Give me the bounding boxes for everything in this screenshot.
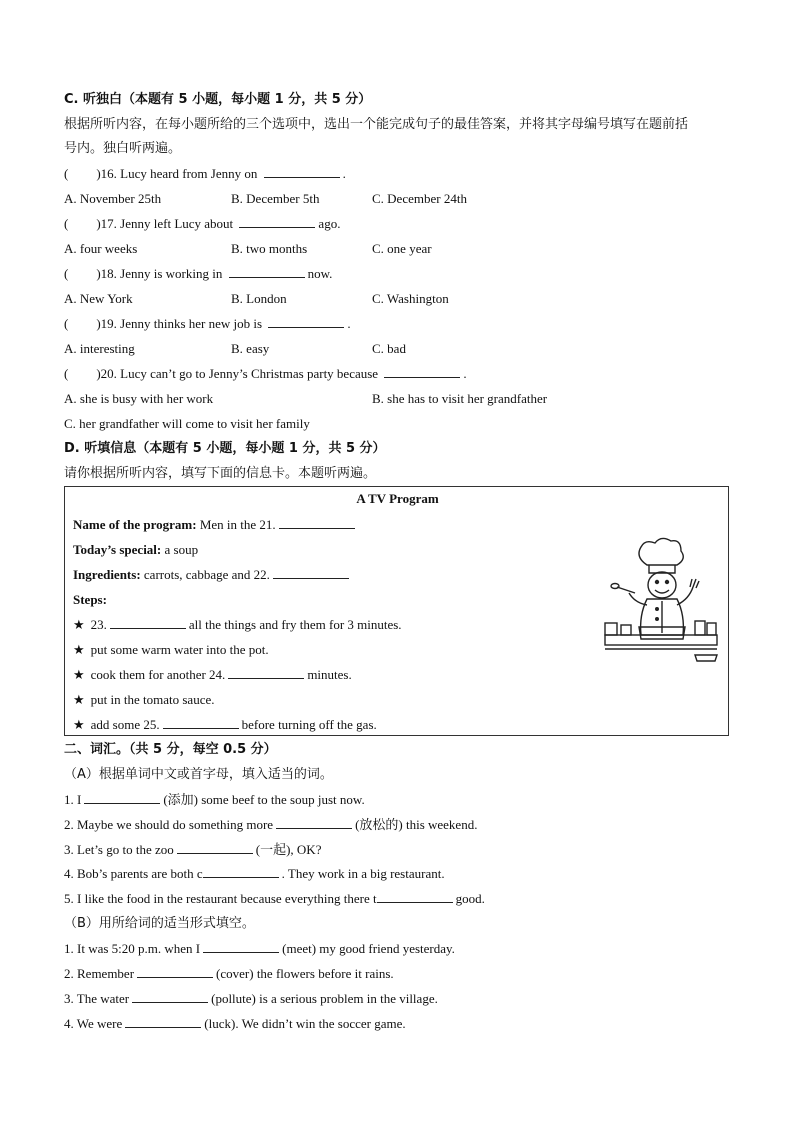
q18-option-a: A. New York bbox=[64, 291, 133, 306]
part2-sub-a: （A）根据单词中文或首字母，填入适当的词。 bbox=[64, 767, 333, 782]
vocab-a-1: 1. I (添加) some beef to the soup just now. bbox=[64, 792, 365, 807]
section-c-instruction-2: 号内。独白听两遍。 bbox=[64, 141, 182, 156]
info-card bbox=[64, 486, 729, 736]
card-program-name: Name of the program: Men in the 21. bbox=[73, 516, 358, 534]
q17-option-c: C. one year bbox=[372, 241, 432, 256]
vocab-a-3: 3. Let’s go to the zoo (一起), OK? bbox=[64, 842, 322, 857]
answer-blank[interactable] bbox=[203, 865, 279, 878]
answer-blank[interactable] bbox=[203, 940, 279, 953]
star-icon: ★ bbox=[73, 618, 85, 633]
answer-blank[interactable] bbox=[137, 965, 213, 978]
chef-illustration bbox=[595, 535, 725, 670]
answer-blank[interactable] bbox=[268, 315, 344, 328]
answer-blank[interactable] bbox=[239, 215, 315, 228]
card-ingredients: Ingredients: carrots, cabbage and 22. bbox=[73, 566, 352, 584]
card-title: A TV Program bbox=[356, 491, 439, 506]
answer-blank-21[interactable] bbox=[279, 516, 355, 529]
card-step-4: ★ put in the tomato sauce. bbox=[73, 692, 215, 708]
q20-option-c: C. her grandfather will come to visit her family bbox=[64, 416, 310, 431]
answer-blank-22[interactable] bbox=[273, 566, 349, 579]
question-17: ( )17. Jenny left Lucy about ago. bbox=[64, 216, 341, 231]
part2-sub-b: （B）用所给词的适当形式填空。 bbox=[64, 916, 255, 931]
vocab-a-2: 2. Maybe we should do something more (放松的) this weekend. bbox=[64, 817, 478, 832]
question-19: ( )19. Jenny thinks her new job is . bbox=[64, 316, 351, 331]
q19-option-c: C. bad bbox=[372, 341, 406, 356]
vocab-b-4: 4. We were (luck). We didn’t win the soccer game. bbox=[64, 1016, 406, 1031]
answer-blank-23[interactable] bbox=[110, 616, 186, 629]
question-16: ( )16. Lucy heard from Jenny on . bbox=[64, 166, 346, 181]
star-icon: ★ bbox=[73, 693, 85, 708]
q20-option-a: A. she is busy with her work bbox=[64, 391, 214, 406]
q18-option-c: C. Washington bbox=[372, 291, 449, 306]
answer-blank-25[interactable] bbox=[163, 716, 239, 729]
card-step-2: ★ put some warm water into the pot. bbox=[73, 642, 269, 658]
star-icon: ★ bbox=[73, 643, 85, 658]
q18-option-b: B. London bbox=[231, 291, 287, 306]
card-special: Today’s special: a soup bbox=[73, 542, 199, 557]
star-icon: ★ bbox=[73, 668, 85, 683]
q16-option-a: A. November 25th bbox=[64, 191, 162, 206]
card-step-3: ★ cook them for another 24. minutes. bbox=[73, 667, 352, 683]
answer-blank[interactable] bbox=[377, 890, 453, 903]
section-d-instruction: 请你根据所听内容，填写下面的信息卡。本题听两遍。 bbox=[64, 466, 377, 481]
vocab-a-4: 4. Bob’s parents are both c . They work in a big restaurant. bbox=[64, 866, 445, 881]
answer-blank[interactable] bbox=[177, 841, 253, 854]
question-20: ( )20. Lucy can’t go to Jenny’s Christmas party because . bbox=[64, 366, 467, 381]
card-steps-label: Steps: bbox=[73, 592, 107, 607]
section-d-heading: D. 听填信息（本题有 5 小题，每小题 1 分，共 5 分） bbox=[64, 441, 386, 456]
star-icon: ★ bbox=[73, 718, 85, 733]
answer-blank[interactable] bbox=[84, 791, 160, 804]
answer-blank[interactable] bbox=[229, 265, 305, 278]
q16-option-b: B. December 5th bbox=[231, 191, 320, 206]
answer-blank[interactable] bbox=[384, 365, 460, 378]
card-step-1: ★ 23. all the things and fry them for 3 minutes. bbox=[73, 617, 402, 633]
vocab-b-3: 3. The water (pollute) is a serious problem in the village. bbox=[64, 991, 438, 1006]
q19-option-a: A. interesting bbox=[64, 341, 135, 356]
answer-blank[interactable] bbox=[264, 165, 340, 178]
answer-blank[interactable] bbox=[125, 1015, 201, 1028]
vocab-b-1: 1. It was 5:20 p.m. when I (meet) my good friend yesterday. bbox=[64, 941, 455, 956]
answer-blank[interactable] bbox=[276, 816, 352, 829]
q17-option-b: B. two months bbox=[231, 241, 308, 256]
part2-heading: 二、词汇。（共 5 分，每空 0.5 分） bbox=[64, 742, 277, 757]
answer-blank-24[interactable] bbox=[228, 666, 304, 679]
section-c-instruction-1: 根据所听内容，在每小题所给的三个选项中，选出一个能完成句子的最佳答案，并将其字母编号填写在题前括 bbox=[64, 117, 689, 132]
q19-option-b: B. easy bbox=[231, 341, 270, 356]
answer-blank[interactable] bbox=[132, 990, 208, 1003]
vocab-b-2: 2. Remember (cover) the flowers before it rains. bbox=[64, 966, 394, 981]
card-step-5: ★ add some 25. before turning off the gas. bbox=[73, 717, 377, 733]
section-c-heading: C. 听独白（本题有 5 小题，每小题 1 分，共 5 分） bbox=[64, 92, 372, 107]
vocab-a-5: 5. I like the food in the restaurant because everything there t good. bbox=[64, 891, 485, 906]
q20-option-b: B. she has to visit her grandfather bbox=[372, 391, 548, 406]
q17-option-a: A. four weeks bbox=[64, 241, 138, 256]
q16-option-c: C. December 24th bbox=[372, 191, 467, 206]
question-18: ( )18. Jenny is working in now. bbox=[64, 266, 333, 281]
